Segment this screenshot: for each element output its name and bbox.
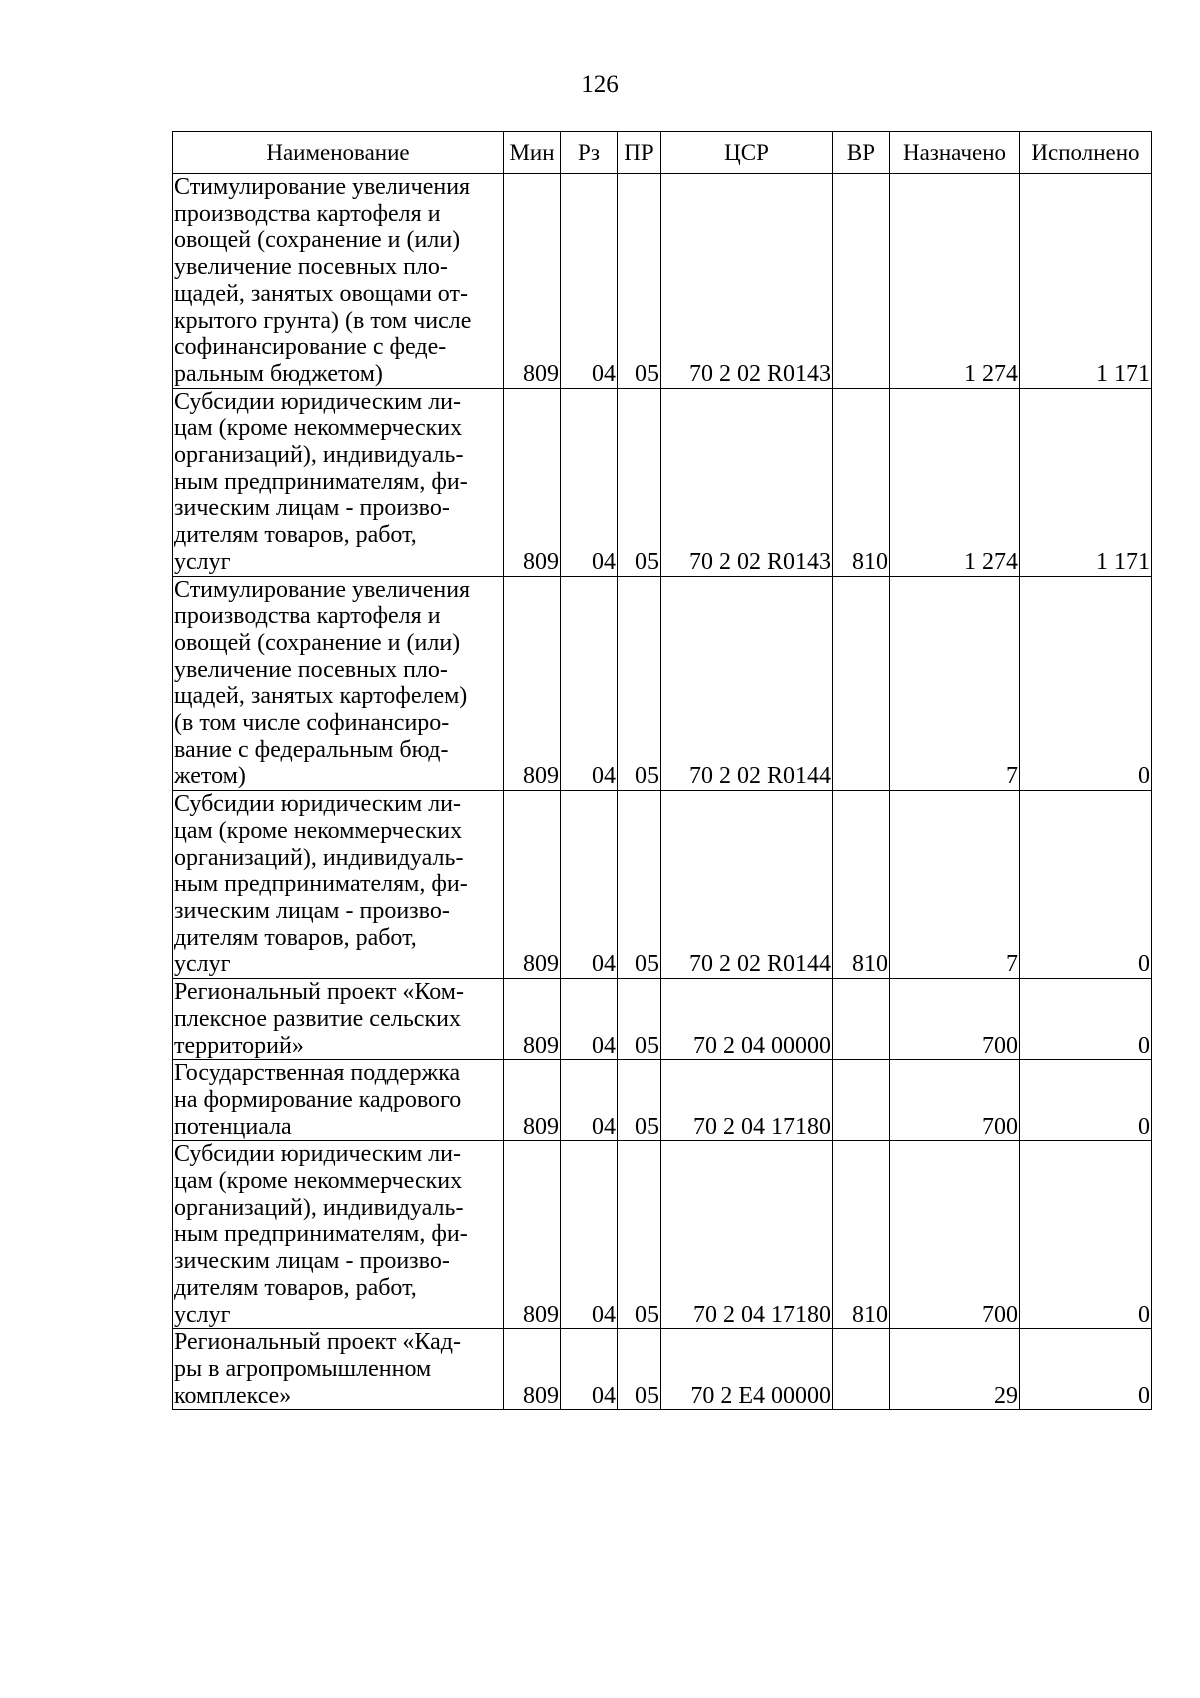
cell-min: 809 (504, 1329, 561, 1410)
cell-assigned: 700 (890, 1060, 1020, 1141)
cell-assigned: 700 (890, 979, 1020, 1060)
header-pr: ПР (618, 132, 661, 174)
cell-rz: 04 (561, 1329, 618, 1410)
cell-vr (833, 1329, 890, 1410)
cell-pr: 05 (618, 1329, 661, 1410)
cell-assigned: 1 274 (890, 174, 1020, 389)
cell-csr: 70 2 04 17180 (661, 1141, 833, 1329)
cell-name (173, 1060, 504, 1141)
page-number: 126 (581, 71, 619, 98)
cell-name-line: цам (кроме некоммерческих (174, 1168, 463, 1195)
table-row (173, 1060, 1152, 1141)
cell-vr: 810 (833, 1141, 890, 1329)
cell-pr: 05 (618, 174, 661, 389)
cell-min: 809 (504, 174, 561, 389)
cell-vr: 810 (833, 791, 890, 979)
cell-name-line: производства картофеля и (174, 200, 441, 227)
table-header-row (173, 132, 1152, 174)
cell-executed: 1 171 (1020, 388, 1152, 576)
cell-name-line: цам (кроме некоммерческих (174, 415, 463, 442)
cell-rz: 04 (561, 1141, 618, 1329)
cell-csr: 70 2 02 R0144 (661, 791, 833, 979)
cell-rz: 04 (561, 576, 618, 791)
cell-assigned: 7 (890, 791, 1020, 979)
cell-name-line: ным предпринимателям, фи- (174, 871, 468, 898)
cell-name-line: увеличение посевных пло- (174, 656, 448, 683)
cell-name-line: Государственная поддержка (174, 1060, 461, 1087)
cell-name (173, 1329, 504, 1410)
cell-name-line: Стимулирование увеличения (174, 576, 471, 603)
cell-name-line: потенциала (174, 1113, 292, 1140)
cell-name (173, 388, 504, 576)
cell-pr: 05 (618, 388, 661, 576)
cell-vr (833, 174, 890, 389)
cell-name-line: (в том числе софинансиро- (174, 710, 450, 737)
table-row (173, 174, 1152, 389)
cell-min: 809 (504, 1141, 561, 1329)
header-executed: Исполнено (1020, 132, 1152, 174)
cell-pr: 05 (618, 979, 661, 1060)
table-row (173, 1329, 1152, 1410)
cell-pr: 05 (618, 1060, 661, 1141)
cell-pr: 05 (618, 1141, 661, 1329)
cell-name-line: зическим лицам - произво- (174, 1248, 450, 1275)
cell-name-line: дителям товаров, работ, (174, 522, 417, 549)
table-body (173, 174, 1152, 1410)
cell-csr: 70 2 Е4 00000 (661, 1329, 833, 1410)
cell-name-line: Субсидии юридическим ли- (174, 388, 462, 415)
cell-rz: 04 (561, 174, 618, 389)
cell-executed: 0 (1020, 979, 1152, 1060)
cell-name-line: софинансирование с феде- (174, 334, 447, 361)
cell-name-line: услуг (174, 1301, 231, 1328)
cell-name-line: зическим лицам - произво- (174, 495, 450, 522)
budget-table (172, 131, 1152, 1410)
cell-assigned: 29 (890, 1329, 1020, 1410)
cell-csr: 70 2 02 R0144 (661, 576, 833, 791)
cell-rz: 04 (561, 791, 618, 979)
cell-name (173, 174, 504, 389)
cell-vr (833, 979, 890, 1060)
cell-rz: 04 (561, 979, 618, 1060)
cell-rz: 04 (561, 388, 618, 576)
cell-assigned: 1 274 (890, 388, 1020, 576)
header-name: Наименование (173, 132, 504, 174)
cell-name-line: зическим лицам - произво- (174, 897, 450, 924)
cell-name-line: Субсидии юридическим ли- (174, 791, 462, 818)
table-row (173, 1141, 1152, 1329)
table-row (173, 576, 1152, 791)
cell-name-line: дителям товаров, работ, (174, 924, 417, 951)
cell-csr: 70 2 04 00000 (661, 979, 833, 1060)
cell-assigned: 7 (890, 576, 1020, 791)
cell-name-line: ным предпринимателям, фи- (174, 1221, 468, 1248)
cell-executed: 0 (1020, 1060, 1152, 1141)
cell-name-line: услуг (174, 951, 231, 978)
cell-pr: 05 (618, 576, 661, 791)
cell-name-line: крытого грунта) (в том числе (174, 307, 472, 334)
cell-name (173, 1141, 504, 1329)
cell-name-line: организаций), индивидуаль- (174, 442, 464, 469)
cell-assigned: 700 (890, 1141, 1020, 1329)
cell-vr (833, 1060, 890, 1141)
cell-name-line: Региональный проект «Кад- (174, 1329, 461, 1356)
cell-vr (833, 576, 890, 791)
cell-name-line: щадей, занятых картофелем) (174, 683, 468, 710)
header-vr: ВР (833, 132, 890, 174)
cell-executed: 0 (1020, 1329, 1152, 1410)
cell-vr: 810 (833, 388, 890, 576)
cell-name-line: овощей (сохранение и (или) (174, 629, 461, 656)
cell-name-line: ральным бюджетом) (174, 360, 383, 387)
cell-name-line: жетом) (174, 763, 246, 790)
cell-executed: 0 (1020, 1141, 1152, 1329)
cell-min: 809 (504, 979, 561, 1060)
cell-name-line: ным предпринимателям, фи- (174, 468, 468, 495)
cell-name-line: организаций), индивидуаль- (174, 1194, 464, 1221)
header-rz: Рз (561, 132, 618, 174)
cell-name-line: услуг (174, 548, 231, 575)
cell-csr: 70 2 04 17180 (661, 1060, 833, 1141)
cell-name-line: щадей, занятых овощами от- (174, 280, 468, 307)
cell-name-line: территорий» (174, 1032, 304, 1059)
cell-name-line: плексное развитие сельских (174, 1005, 461, 1032)
header-csr: ЦСР (661, 132, 833, 174)
cell-min: 809 (504, 791, 561, 979)
cell-name-line: дителям товаров, работ, (174, 1274, 417, 1301)
cell-min: 809 (504, 576, 561, 791)
cell-executed: 0 (1020, 791, 1152, 979)
table-row (173, 388, 1152, 576)
cell-min: 809 (504, 1060, 561, 1141)
cell-name-line: комплексе» (174, 1382, 292, 1409)
cell-name (173, 791, 504, 979)
cell-name-line: овощей (сохранение и (или) (174, 227, 461, 254)
cell-name-line: производства картофеля и (174, 603, 441, 630)
table-row (173, 979, 1152, 1060)
cell-csr: 70 2 02 R0143 (661, 174, 833, 389)
cell-pr: 05 (618, 791, 661, 979)
cell-min: 809 (504, 388, 561, 576)
cell-name-line: на формирование кадрового (174, 1086, 462, 1113)
cell-executed: 0 (1020, 576, 1152, 791)
cell-name-line: ры в агропромышленном (174, 1355, 432, 1382)
cell-name-line: цам (кроме некоммерческих (174, 817, 463, 844)
cell-name-line: увеличение посевных пло- (174, 254, 448, 281)
header-assigned: Назначено (890, 132, 1020, 174)
cell-name (173, 576, 504, 791)
table-row (173, 791, 1152, 979)
cell-executed: 1 171 (1020, 174, 1152, 389)
cell-rz: 04 (561, 1060, 618, 1141)
cell-name-line: вание с федеральным бюд- (174, 736, 449, 763)
header-min: Мин (504, 132, 561, 174)
cell-name-line: Субсидии юридическим ли- (174, 1141, 462, 1168)
cell-name-line: Региональный проект «Ком- (174, 979, 464, 1006)
cell-csr: 70 2 02 R0143 (661, 388, 833, 576)
cell-name-line: организаций), индивидуаль- (174, 844, 464, 871)
cell-name (173, 979, 504, 1060)
cell-name-line: Стимулирование увеличения (174, 174, 471, 200)
